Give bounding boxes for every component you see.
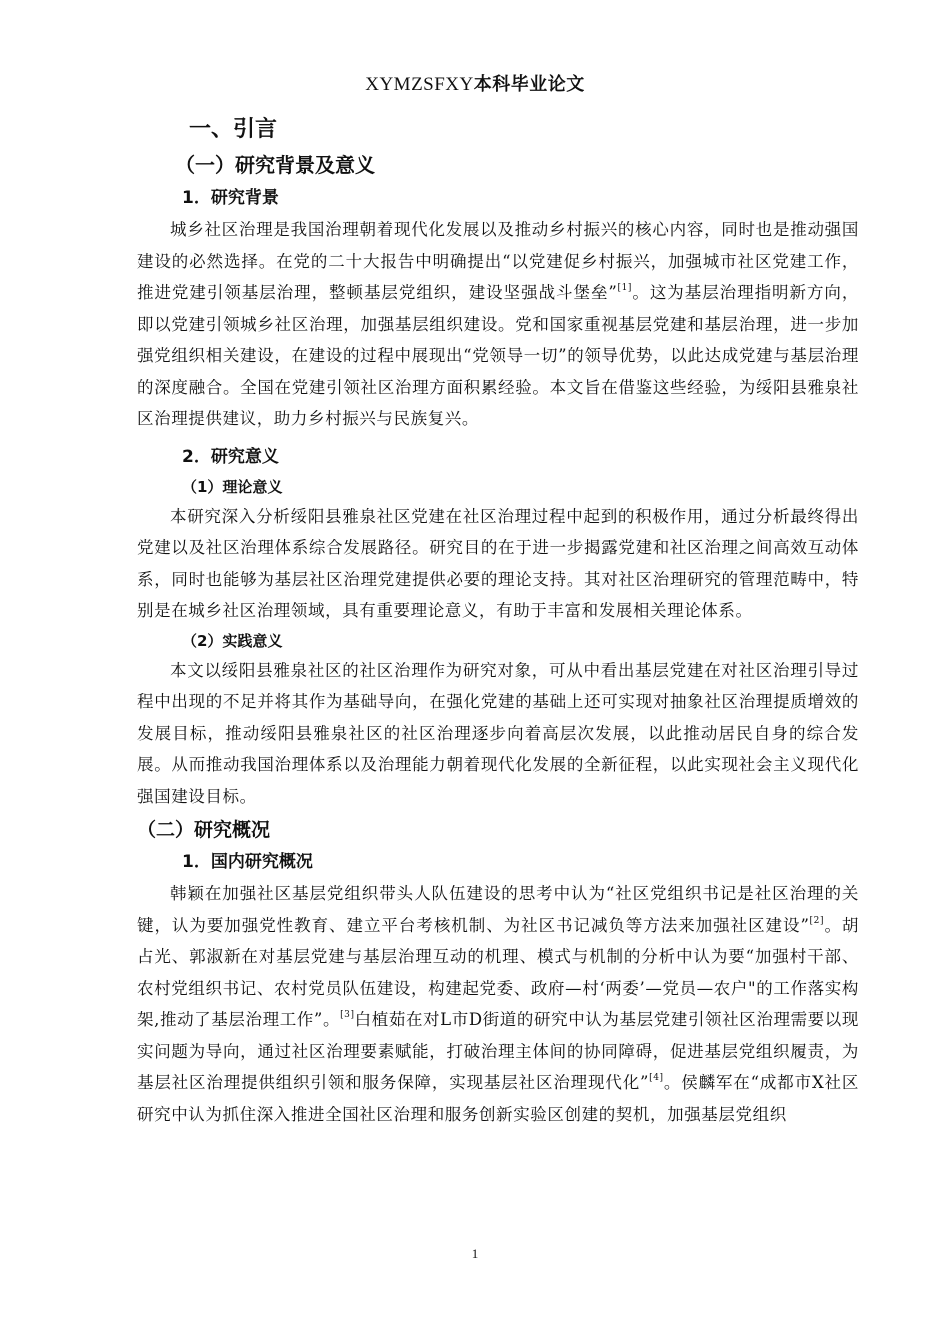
paragraph-practice: 本文以绥阳县雅泉社区的社区治理作为研究对象，可从中看出基层党建在对社区治理引导过程中出现的不足并将其作为基础导向，在强化党建的基础上还可实现对抽象社区治理提质增效的发展目标，推动绥阳县雅泉社区的社区治理逐步向着高层次发展，以此推动居民自身的综合发展。从而推动我国治理体系以及治理能力朝着现代化发展的全新征程，以此实现社会主义现代化强国建设目标。 xyxy=(137,660,859,806)
running-header xyxy=(0,70,950,96)
heading-introduction: 一、引言 xyxy=(189,117,278,142)
heading-background-meaning: （一）研究背景及意义 xyxy=(175,153,375,177)
paragraph-text: 韩颖在加强社区基层党组织带头人队伍建设的思考中认为“社区党组织书记是社区治理的关键，认为要加强党性教育、建立平台考核机制、为社区书记减负等方法来加强社区建设” xyxy=(137,884,859,935)
header-code: XYMZSFXY xyxy=(365,74,474,95)
citation-ref-4[interactable]: [4] xyxy=(649,1073,664,1083)
heading-research-significance: 2．研究意义 xyxy=(182,446,279,467)
heading-theory-significance: （1）理论意义 xyxy=(182,477,283,496)
citation-ref-1[interactable]: [1] xyxy=(617,283,633,293)
paragraph-text: 城乡社区治理是我国治理朝着现代化发展以及推动乡村振兴的核心内容，同时也是推动强国建设的必然选择。在党的二十大报告中明确提出“以党建促乡村振兴，加强城市社区党建工作，推进党建引领基层治理，整顿基层党组织，建设坚强战斗堡垒” xyxy=(137,220,859,302)
paragraph-background xyxy=(137,214,859,435)
heading-practice-significance: （2）实践意义 xyxy=(182,631,283,650)
citation-ref-3[interactable]: [3] xyxy=(340,1010,355,1020)
body-content xyxy=(137,112,859,1130)
paragraph-text: 。胡占光、郭淑新在对基层党建与基层治理互动的机理、模式与机制的分析中认为要“加强村干部、农村党组织书记、农村党员队伍建设，构建起党委、政府—村‘两委’—党员—农户"的工作落实构架,推动了基层治理工作”。 xyxy=(137,915,859,1029)
header-label: 本科毕业论文 xyxy=(473,74,585,95)
paragraph-text: 。这为基层治理指明新方向，即以党建引领城乡社区治理，加强基层组织建设。党和国家重视基层党建和基层治理，进一步加强党组织相关建设，在建设的过程中展现出“党领导一切”的领导优势，以此达成党建与基层治理的深度融合。全国在党建引领社区治理方面积累经验。本文旨在借鉴这些经验，为绥阳县雅泉社区治理提供建议，助力乡村振兴与民族复兴。 xyxy=(137,283,859,428)
paragraph-theory: 本研究深入分析绥阳县雅泉社区党建在社区治理过程中起到的积极作用，通过分析最终得出党建以及社区治理体系综合发展路径。研究目的在于进一步揭露党建和社区治理之间高效互动体系，同时也能够为基层社区治理党建提供必要的理论支持。其对社区治理研究的管理范畴中，特别是在城乡社区治理领域，具有重要理论意义，有助于丰富和发展相关理论体系。 xyxy=(137,506,859,620)
heading-research-overview: （二）研究概况 xyxy=(137,819,271,841)
heading-domestic-overview: 1．国内研究概况 xyxy=(182,852,313,872)
paragraph-text: 。侯麟军在“成都市X社区研究中认为抓住深入推进全国社区治理和服务创新实验区创建的契机，加强基层党组织 xyxy=(137,1073,859,1124)
page-number: 1 xyxy=(471,1246,479,1261)
paragraph-text: 白植茹在对L市D街道的研究中认为基层党建引领社区治理需要以现实问题为导向，通过社区治理要素赋能，打破治理主体间的协同障碍，促进基层党组织履责，为基层社区治理提供组织引领和服务保障，实现基层社区治理现代化” xyxy=(137,1010,859,1092)
paragraph-domestic xyxy=(137,878,859,1130)
citation-ref-2[interactable]: [2] xyxy=(809,915,825,926)
heading-research-background: 1．研究背景 xyxy=(182,188,279,208)
